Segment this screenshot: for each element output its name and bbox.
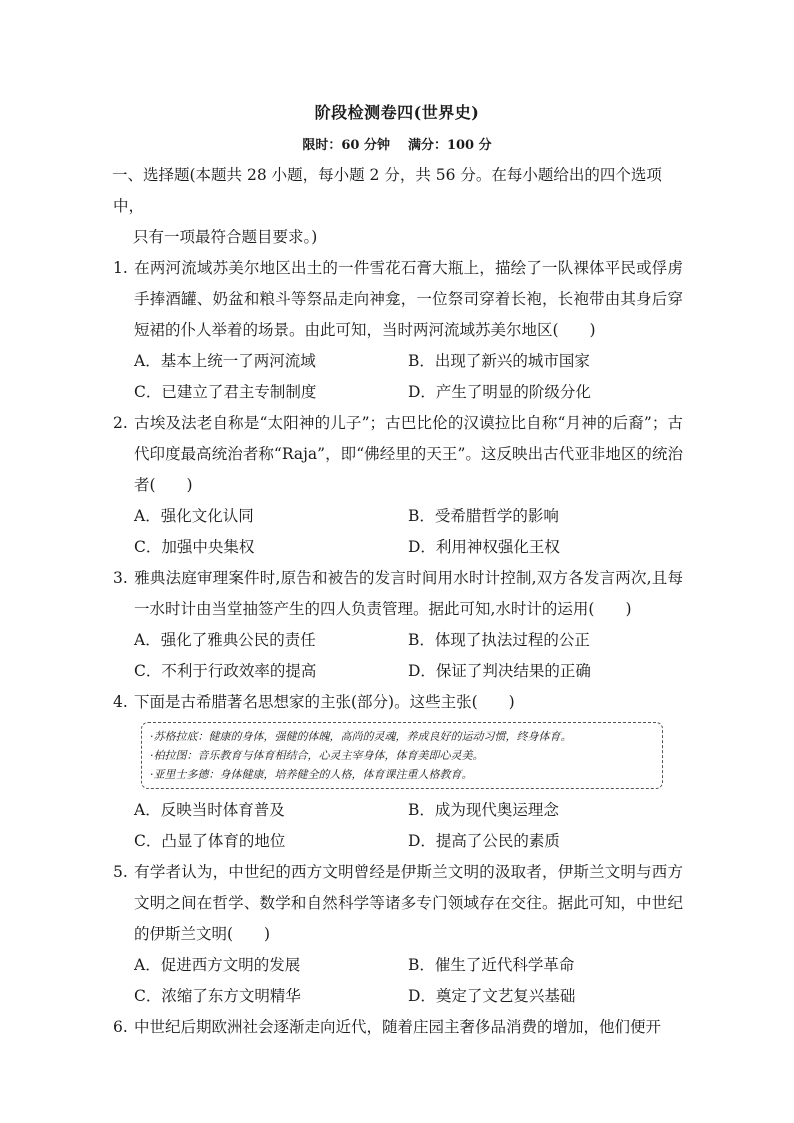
full-score: 满分：100 分: [407, 138, 492, 153]
option-d: D．提高了公民的素质: [408, 832, 560, 850]
exam-content: [113, 160, 683, 1043]
question-number: 5.: [113, 863, 128, 881]
question-number: 6.: [113, 1018, 128, 1036]
question-2: [113, 408, 683, 563]
option-b: B．体现了执法过程的公正: [408, 631, 590, 649]
option-c: C．已建立了君主专制制度: [134, 383, 317, 401]
question-number: 3.: [113, 569, 128, 587]
option-d: D．产生了明显的阶级分化: [408, 383, 591, 401]
question-1: [113, 253, 683, 408]
option-b: B．成为现代奥运理念: [408, 801, 559, 819]
option-b: B．出现了新兴的城市国家: [408, 352, 590, 370]
option-a: A．强化了雅典公民的责任: [134, 631, 316, 649]
options: [113, 625, 683, 687]
question-stem: [113, 687, 683, 718]
option-a: A．强化文化认同: [134, 507, 254, 525]
page-title: 阶段检测卷四(世界史): [314, 103, 480, 122]
quote-aristotle: ·亚里士多德：身体健康，培养健全的人格，体育课注重人格教育。: [150, 768, 473, 781]
question-stem: [113, 408, 683, 501]
option-a: A．基本上统一了两河流域: [134, 352, 316, 370]
options: [113, 346, 683, 408]
option-c: C．不利于行政效率的提高: [134, 662, 317, 680]
question-4: [113, 687, 683, 857]
option-c: C．凸显了体育的地位: [134, 832, 286, 850]
question-stem: [113, 253, 683, 346]
question-6: [113, 1012, 683, 1043]
quote-socrates: ·苏格拉底：健康的身体，强健的体魄，高尚的灵魂，养成良好的运动习惯，终身体育。: [150, 730, 572, 743]
option-c: C．浓缩了东方文明精华: [134, 987, 301, 1005]
question-number: 1.: [113, 259, 128, 277]
question-stem: [113, 857, 683, 950]
quote-plato: ·柏拉图：音乐教育与体育相结合，心灵主宰身体，体育美即心灵美。: [150, 749, 484, 762]
quote-box: [141, 722, 663, 789]
option-d: D．奠定了文艺复兴基础: [408, 987, 576, 1005]
question-text: 有学者认为，中世纪的西方文明曾经是伊斯兰文明的汲取者，伊斯兰文明与西方文明之间在哲学、数学和自然科学等诸多专门领域存在交往。据此可知，中世纪的伊斯兰文明( ): [134, 863, 683, 943]
question-3: [113, 563, 683, 687]
question-text: 中世纪后期欧洲社会逐渐走向近代，随着庄园主奢侈品消费的增加，他们便开: [134, 1018, 662, 1036]
question-5: [113, 857, 683, 1012]
option-a: A．反映当时体育普及: [134, 801, 285, 819]
option-d: D．保证了判决结果的正确: [408, 662, 591, 680]
option-d: D．利用神权强化王权: [408, 538, 560, 556]
section-instruction: 只有一项最符合题目要求。): [133, 228, 318, 246]
option-c: C．加强中央集权: [134, 538, 255, 556]
question-text: 雅典法庭审理案件时,原告和被告的发言时间用水时计控制,双方各发言两次,且每一水时计由当堂抽签产生的四人负责管理。据此可知,水时计的运用( ): [134, 569, 683, 618]
question-text: 古埃及法老自称是“太阳神的儿子”；古巴比伦的汉谟拉比自称“月神的后裔”；古代印度最高统治者称“Raja”，即“佛经里的天王”。这反映出古代亚非地区的统治者( ): [134, 414, 683, 494]
question-number: 4.: [113, 693, 128, 711]
section-heading: [113, 160, 683, 253]
question-text: 在两河流域苏美尔地区出土的一件雪花石膏大瓶上，描绘了一队裸体平民或俘虏手捧酒罐、奶盆和粮斗等祭品走向神龛，一位祭司穿着长袍，长袍带由其身后穿短裙的仆人举着的场景。由此可知，当时两河流域苏美尔地区( ): [134, 259, 683, 339]
options: [113, 501, 683, 563]
section-head-line: 一、选择题(本题共 28 小题，每小题 2 分，共 56 分。在每小题给出的四个选项中，: [112, 166, 662, 215]
question-stem: [113, 1012, 683, 1043]
exam-meta: [0, 134, 794, 153]
question-number: 2.: [113, 414, 128, 432]
option-b: B．催生了近代科学革命: [408, 956, 575, 974]
question-text: 下面是古希腊著名思想家的主张(部分)。这些主张( ): [134, 693, 515, 711]
time-limit: 限时：60 分钟: [302, 138, 390, 153]
option-a: A．促进西方文明的发展: [134, 956, 301, 974]
option-b: B．受希腊哲学的影响: [408, 507, 559, 525]
options: [113, 795, 683, 857]
question-stem: [113, 563, 683, 625]
options: [113, 950, 683, 1012]
